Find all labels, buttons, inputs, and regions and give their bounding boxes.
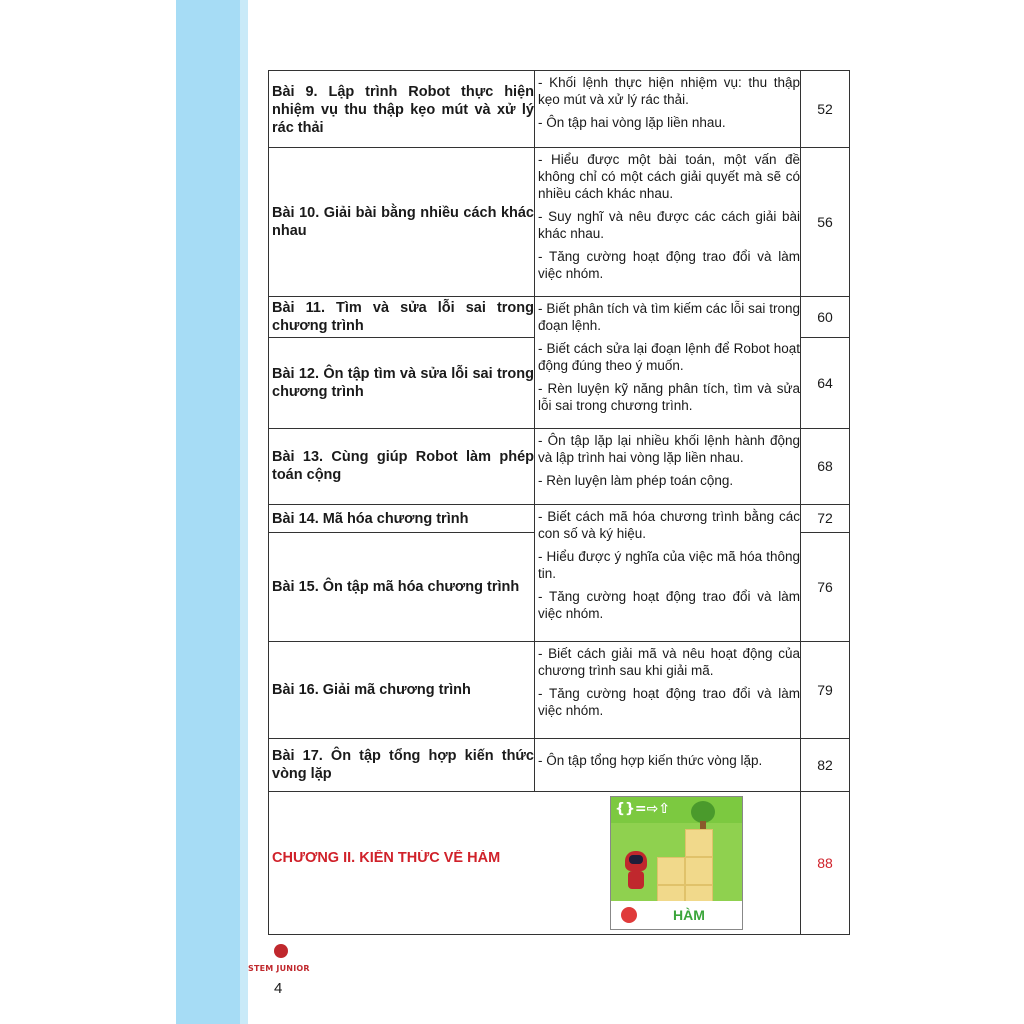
- table-border-bottom: [268, 934, 850, 935]
- table-border-top: [268, 70, 850, 71]
- tree-trunk: [700, 821, 706, 829]
- page-number-cell: 56: [817, 213, 833, 230]
- logo-robot-icon: [274, 944, 288, 958]
- goal-item: - Ôn tập lặp lại nhiều khối lệnh hành động và lập trình hai vòng lặp liền nhau.: [538, 433, 800, 465]
- goal-item: - Biết cách giải mã và nêu hoạt động của chương trình sau khi giải mã.: [538, 646, 800, 678]
- goal-item: - Hiểu được ý nghĩa của việc mã hóa thông tin.: [538, 549, 800, 581]
- page-number-cell: 52: [817, 100, 833, 117]
- goal-item: - Hiểu được một bài toán, một vấn đề không chỉ có một cách giải quyết mà sẽ có nhiều cách khác nhau.: [538, 152, 800, 201]
- lesson-goals: [538, 300, 800, 427]
- goal-item: - Khối lệnh thực hiện nhiệm vụ: thu thập kẹo mút và xử lý rác thải.: [538, 75, 800, 107]
- lesson-title: [272, 506, 534, 531]
- page-number-cell: 72: [817, 510, 833, 526]
- page-number-cell: 82: [817, 756, 833, 773]
- lesson-title-text: Bài 16. Giải mã chương trình: [272, 682, 471, 698]
- lesson-title-text: Bài 13. Cùng giúp Robot làm phép toán cộng: [272, 449, 534, 483]
- goal-item: - Rèn luyện kỹ năng phân tích, tìm và sửa lỗi sai trong chương trình.: [538, 381, 800, 413]
- page-margin: [0, 0, 176, 1024]
- tree-icon: [691, 801, 715, 823]
- goal-item: - Biết phân tích và tìm kiếm các lỗi sai trong đoạn lệnh.: [538, 301, 800, 333]
- lesson-goals: [538, 74, 800, 146]
- goal-item: - Tăng cường hoạt động trao đổi và làm việc nhóm.: [538, 589, 800, 621]
- goal-item: - Tăng cường hoạt động trao đổi và làm việc nhóm.: [538, 249, 800, 281]
- lesson-title-text: Bài 10. Giải bài bằng nhiều cách khác nhau: [272, 205, 534, 239]
- stem-junior-logo: [248, 944, 310, 978]
- lesson-title: [272, 534, 534, 640]
- lesson-title-text: Bài 9. Lập trình Robot thực hiện nhiệm vụ thu thập kẹo mút và xử lý rác thải: [272, 84, 534, 136]
- goal-item: - Tăng cường hoạt động trao đổi và làm việc nhóm.: [538, 686, 800, 718]
- lesson-title: [272, 75, 534, 145]
- lesson-title: [272, 340, 534, 426]
- table-border-left: [268, 70, 269, 935]
- lesson-title-text: Bài 12. Ôn tập tìm và sửa lỗi sai trong chương trình: [272, 366, 534, 400]
- goal-item: - Ôn tập tổng hợp kiến thức vòng lặp.: [538, 753, 763, 768]
- path-tile: [657, 857, 685, 885]
- lesson-title-text: Bài 15. Ôn tập mã hóa chương trình: [272, 579, 520, 595]
- goal-item: - Rèn luyện làm phép toán cộng.: [538, 473, 734, 488]
- lesson-title: [272, 298, 534, 336]
- lesson-title: [272, 430, 534, 502]
- page-number-cell: 64: [817, 374, 833, 391]
- page-number: 4: [274, 980, 283, 997]
- lesson-goals: [538, 508, 800, 640]
- chapter-page-number: 88: [817, 854, 833, 871]
- row-divider: [268, 147, 850, 148]
- lesson-title: [272, 643, 534, 737]
- row-divider: [268, 641, 850, 642]
- page-number-cell: 76: [817, 578, 833, 595]
- lesson-title-text: Bài 14. Mã hóa chương trình: [272, 510, 469, 527]
- goal-item: - Biết cách mã hóa chương trình bằng các con số và ký hiệu.: [538, 509, 800, 541]
- chapter-title: CHƯƠNG II. KIẾN THỨC VỀ HÀM: [272, 850, 501, 866]
- side-color-band: [176, 0, 240, 1024]
- lesson-goals: [538, 752, 800, 782]
- path-tile: [685, 857, 713, 885]
- path-tile: [685, 829, 713, 857]
- goal-item: - Biết cách sửa lại đoạn lệnh để Robot hoạt động đúng theo ý muốn.: [538, 341, 800, 373]
- row-divider: [268, 532, 534, 533]
- page-number-cell: 68: [817, 458, 833, 474]
- logo-text: STEM JUNIOR: [248, 964, 310, 973]
- row-divider: [268, 504, 850, 505]
- thumbnail-label: HÀM: [673, 907, 705, 923]
- goal-item: - Suy nghĩ và nêu được các cách giải bài khác nhau.: [538, 209, 800, 241]
- lesson-title-text: Bài 17. Ôn tập tổng hợp kiến thức vòng lặp: [272, 748, 534, 782]
- side-band-edge: [240, 0, 248, 1024]
- robot-body: [628, 871, 644, 889]
- row-divider: [268, 791, 850, 792]
- lesson-goals: [538, 432, 800, 504]
- power-icon: [621, 907, 637, 923]
- lesson-goals: [538, 645, 800, 737]
- code-symbols: {}=⇨⇧: [615, 801, 671, 817]
- lesson-title: [272, 150, 534, 294]
- column-divider: [534, 70, 535, 791]
- page-number-cell: 79: [817, 681, 833, 698]
- lesson-title: [272, 740, 534, 790]
- chapter-thumbnail: [610, 796, 743, 930]
- row-divider: [268, 738, 850, 739]
- robot-face: [629, 855, 643, 864]
- table-of-contents: [268, 70, 850, 935]
- lesson-title-text: Bài 11. Tìm và sửa lỗi sai trong chương trình: [272, 300, 534, 334]
- page-number-cell: 60: [817, 308, 833, 325]
- goal-item: - Ôn tập hai vòng lặp liền nhau.: [538, 115, 726, 130]
- row-divider: [268, 296, 850, 297]
- row-divider: [268, 428, 850, 429]
- table-border-right: [849, 70, 850, 935]
- column-divider: [800, 70, 801, 935]
- row-divider: [268, 337, 534, 338]
- lesson-goals: [538, 151, 800, 295]
